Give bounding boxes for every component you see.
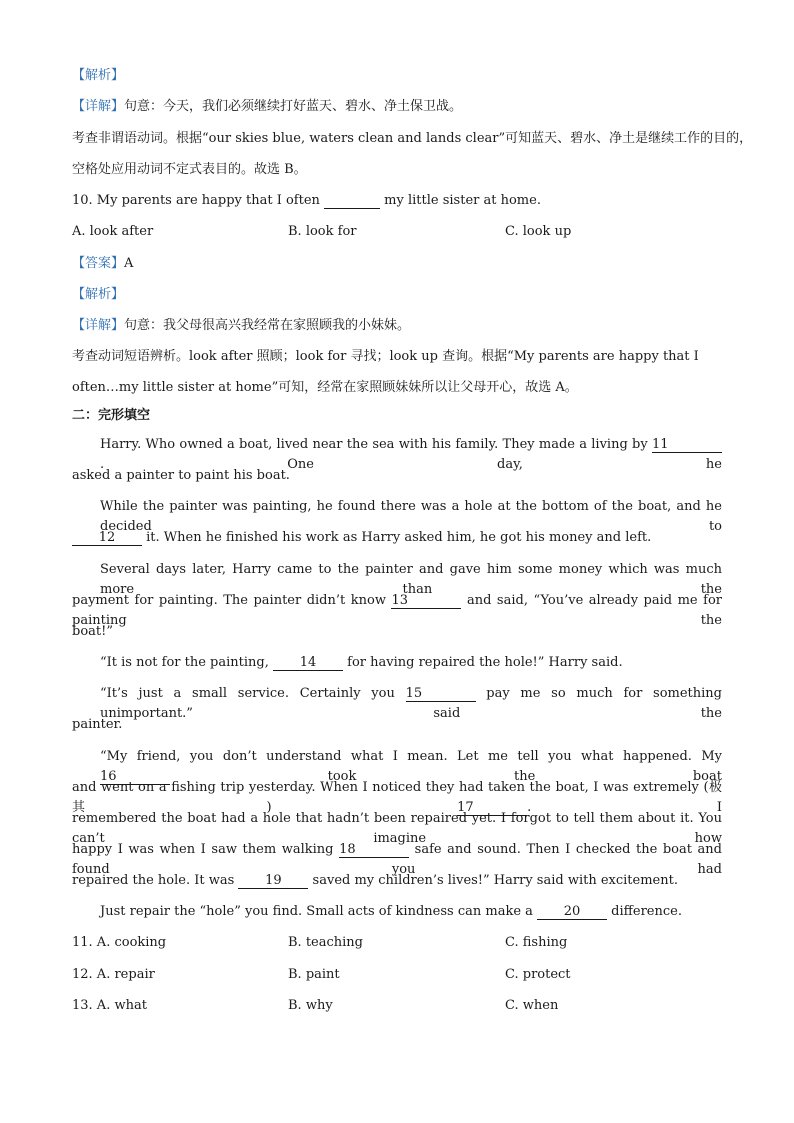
q12-option-b: B. paint xyxy=(288,967,340,982)
q10-analysis-tag xyxy=(72,285,722,305)
q10-answer: A xyxy=(124,256,134,271)
q10-option-a: A. look after xyxy=(72,224,154,239)
question-10-stem xyxy=(72,191,722,211)
detail-line xyxy=(72,97,722,117)
q11-option-c: C. fishing xyxy=(505,935,568,950)
detail-label: 【详解】 xyxy=(72,99,125,114)
q10-detail-line xyxy=(72,316,722,336)
passage-p7 xyxy=(100,902,722,922)
q11-option-a: 11. A. cooking xyxy=(72,935,167,950)
p5-text-after: pay me so much for something unimportant.” said the xyxy=(100,686,722,721)
passage-p2-line-1: While the painter was painting, he found there was a hole at the bottom of the boat, and he decided to xyxy=(100,499,722,534)
q13-option-c: C. when xyxy=(505,998,559,1013)
blank-20: 20 xyxy=(537,904,607,920)
p6-l4-before: happy I was when I saw them walking xyxy=(72,842,340,857)
passage-p4 xyxy=(100,653,722,673)
p5-text-before: “It’s just a small service. Certainly you xyxy=(100,686,406,701)
blank-14: 14 xyxy=(273,655,343,671)
section-heading: 二：完形填空 xyxy=(72,408,151,423)
p3-text-after: and said, “You’ve already paid me for painting the xyxy=(72,593,722,628)
passage-p3-line-3: boat!” xyxy=(72,624,113,639)
p4-text-before: “It is not for the painting, xyxy=(100,655,274,670)
q12-option-c: C. protect xyxy=(505,967,571,982)
passage-p6-line-3: remembered the boat had a hole that hadn’t been repaired yet. I forgot to tell them about it. You can’t imagine how xyxy=(72,811,722,846)
passage-p3-line-1: Several days later, Harry came to the painter and gave him some money which was much more than the xyxy=(100,562,722,597)
blank-19: 19 xyxy=(238,873,308,889)
blank-15: 15 xyxy=(406,686,476,702)
q13-option-b: B. why xyxy=(288,998,333,1013)
q10-explanation-line-1: 考查动词短语辨析。look after 照顾；look for 寻找；look up 查询。根据“My parents are happy that I xyxy=(72,349,699,364)
passage-p1-line-2: asked a painter to paint his boat. xyxy=(72,468,290,483)
p1-text-after: . One day, he xyxy=(100,457,722,472)
q10-option-c: C. look up xyxy=(505,224,572,239)
q10-explanation-line-2: often…my little sister at home”可知，经常在家照顾妹妹所以让父母开心，故选 A。 xyxy=(72,380,578,395)
q10-stem-before: 10. My parents are happy that I often xyxy=(72,193,325,208)
q12-option-a: 12. A. repair xyxy=(72,967,155,982)
p6-l5-before: repaired the hole. It was xyxy=(72,873,239,888)
blank-17: 17 xyxy=(457,800,527,816)
p6-l4-after: safe and sound. Then I checked the boat and found you had xyxy=(72,842,722,877)
blank-13: 13 xyxy=(391,593,461,609)
p2-text-after: it. When he finished his work as Harry asked him, he got his money and left. xyxy=(142,530,652,545)
p6-l1-before: “My friend, you don’t understand what I mean. Let me tell you what happened. My xyxy=(100,749,722,764)
detail-text: 句意：今天，我们必须继续打好蓝天、碧水、净土保卫战。 xyxy=(124,99,463,114)
p4-text-after: for having repaired the hole!” Harry said. xyxy=(343,655,623,670)
passage-p2-line-2 xyxy=(72,528,722,548)
p6-l1-after: took the boat xyxy=(170,769,722,784)
p7-text-before: Just repair the “hole” you find. Small acts of kindness can make a xyxy=(100,904,538,919)
p6-l2-after: . I xyxy=(527,800,722,815)
analysis-tag xyxy=(72,66,722,86)
p6-l5-after: saved my children’s lives!” Harry said with excitement. xyxy=(308,873,678,888)
analysis-label: 【解析】 xyxy=(72,68,125,83)
q10-blank xyxy=(324,193,380,209)
q10-detail-text: 句意：我父母很高兴我经常在家照顾我的小妹妹。 xyxy=(124,318,411,333)
q10-stem-after: my little sister at home. xyxy=(380,193,541,208)
q10-option-b: B. look for xyxy=(288,224,357,239)
q11-option-b: B. teaching xyxy=(288,935,363,950)
q10-answer-line xyxy=(72,254,722,274)
explanation-line-2: 空格处应用动词不定式表目的。故选 B。 xyxy=(72,162,307,177)
p1-text-before: Harry. Who owned a boat, lived near the sea with his family. They made a living by xyxy=(100,437,652,452)
blank-12: 12 xyxy=(72,530,142,546)
explanation-line-1: 考查非谓语动词。根据“our skies blue, waters clean and lands clear”可知蓝天、碧水、净土是继续工作的目的， xyxy=(72,131,753,146)
passage-p6-line-5 xyxy=(72,871,722,891)
blank-11: 11 xyxy=(652,437,722,453)
answer-label: 【答案】 xyxy=(72,256,125,271)
blank-16: 16 xyxy=(100,769,170,785)
passage-p5-line-2: painter. xyxy=(72,717,123,732)
analysis-label: 【解析】 xyxy=(72,287,125,302)
detail-label: 【详解】 xyxy=(72,318,125,333)
p6-l2-before: and went on a fishing trip yesterday. When I noticed they had taken the boat, I was extremely (极其) xyxy=(72,780,722,815)
blank-18: 18 xyxy=(339,842,409,858)
p3-text-before: payment for painting. The painter didn’t know xyxy=(72,593,392,608)
p7-text-after: difference. xyxy=(607,904,682,919)
q13-option-a: 13. A. what xyxy=(72,998,147,1013)
